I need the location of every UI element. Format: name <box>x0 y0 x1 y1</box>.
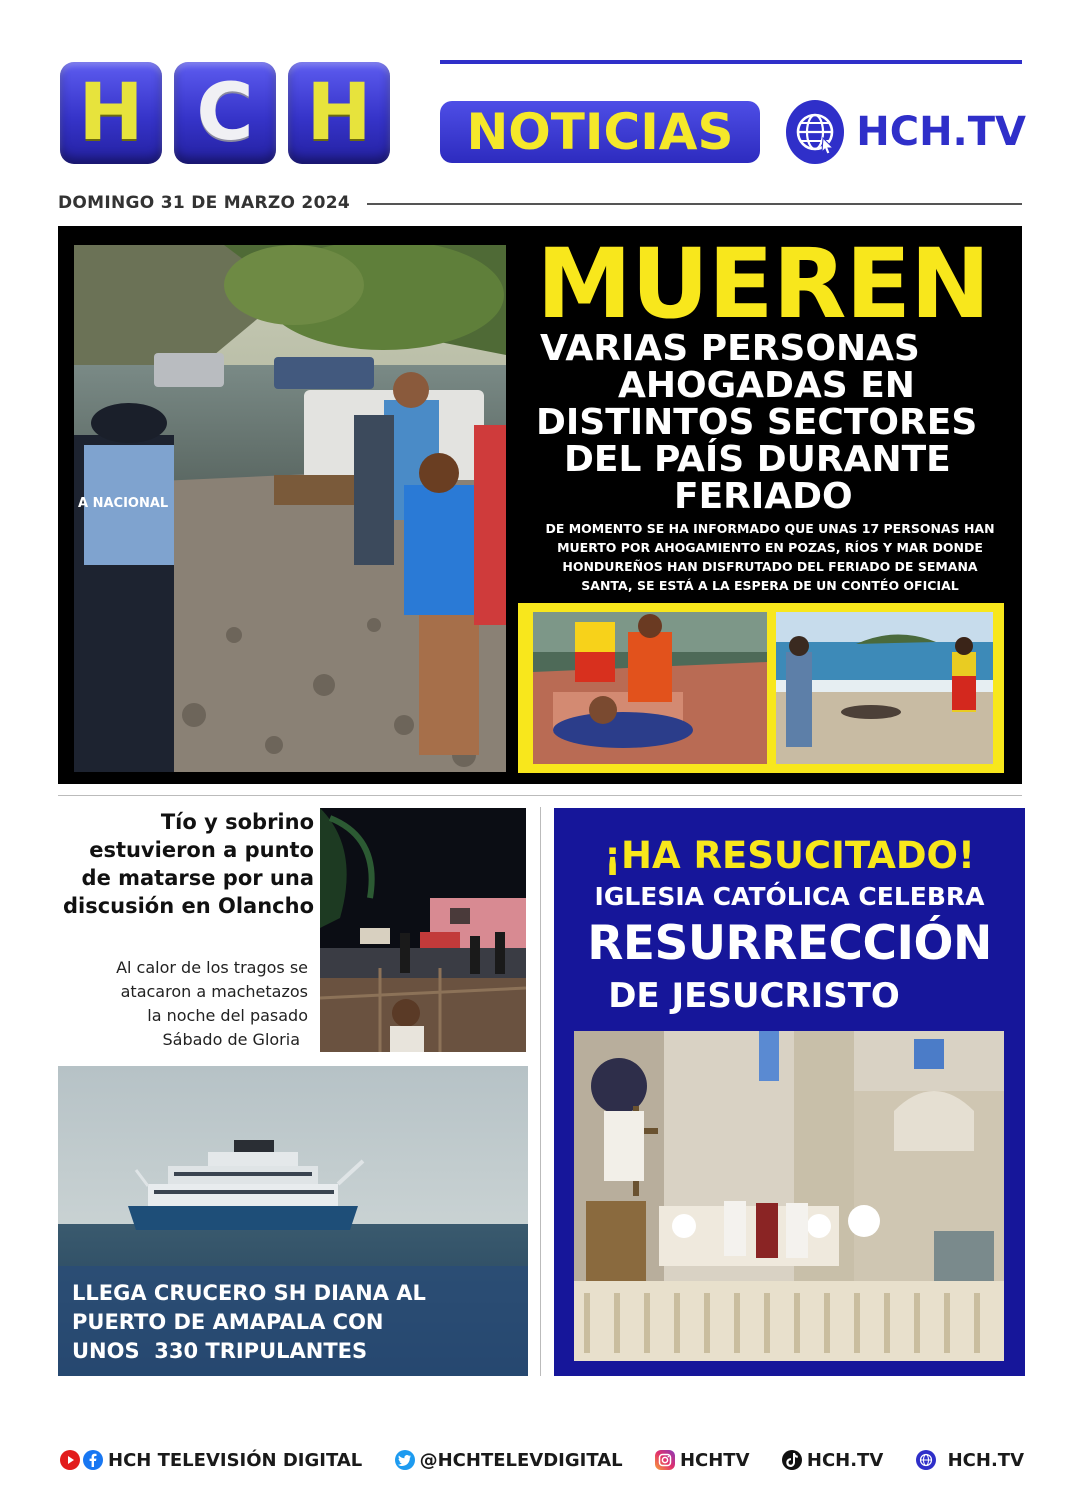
footer-facebook[interactable] <box>60 1450 362 1471</box>
headline-line-4: DEL PAÍS DURANTE <box>564 439 951 480</box>
column-separator <box>540 807 541 1376</box>
twitter-handle: @HCHTELEVDIGITAL <box>419 1449 623 1471</box>
instagram-icon <box>655 1450 675 1470</box>
issue-date: DOMINGO 31 DE MARZO 2024 <box>58 193 350 213</box>
web-handle: HCH.TV <box>947 1449 1024 1471</box>
tio-title-line-1: Tío y sobrino <box>160 810 314 834</box>
photo-badge-text: A NACIONAL <box>78 496 169 511</box>
facebook-handle: HCH TELEVISIÓN DIGITAL <box>108 1449 363 1471</box>
tio-title-line-4: discusión en Olancho <box>62 894 314 918</box>
headline-line-1: VARIAS PERSONAS <box>540 328 920 369</box>
crucero-line-1: LLEGA CRUCERO SH DIANA AL <box>72 1281 426 1305</box>
globe-icon <box>916 1450 936 1470</box>
main-headline <box>518 330 1012 516</box>
crucero-line-3: UNOS 330 TRIPULANTES <box>72 1339 368 1363</box>
logo-tile-2 <box>174 62 276 164</box>
story-tio-photo <box>320 808 526 1052</box>
tio-text-line-2: atacaron a machetazos <box>120 982 308 1001</box>
resurreccion-line-2: IGLESIA CATÓLICA CELEBRA <box>594 882 985 911</box>
noticias-badge <box>440 101 760 163</box>
main-kicker: MUEREN <box>536 228 990 340</box>
resurreccion-line-4: DE JESUCRISTO <box>608 976 900 1016</box>
main-lead: DE MOMENTO SE HA INFORMADO QUE UNAS 17 PERSONAS HAN MUERTO POR AHOGAMIENTO EN POZAS, RÍOS Y MAR DONDE HONDUREÑOS HAN DISFRUTADO DEL FERIADO DE SEMANA SANTA, SE ESTÁ A LA ESPERA DE UN CONTÉO OFICIAL <box>545 521 995 593</box>
resurreccion-photo <box>574 1031 1004 1361</box>
footer-instagram[interactable] <box>655 1450 750 1471</box>
crucero-line-2: PUERTO DE AMAPALA CON <box>72 1310 384 1334</box>
footer-twitter[interactable] <box>395 1450 623 1471</box>
inset-photo-rescue <box>533 612 767 764</box>
resurreccion-line-3: RESURRECCIÓN <box>587 916 992 971</box>
instagram-handle: HCHTV <box>679 1449 750 1471</box>
site-label: HCH.TV <box>856 109 1026 155</box>
tiktok-icon <box>782 1450 802 1470</box>
headline-line-3: DISTINTOS SECTORES <box>536 402 978 443</box>
logo-letter-1: H <box>78 68 144 158</box>
tio-title-line-3: de matarse por una <box>81 866 314 890</box>
story-tio-title <box>30 808 314 924</box>
tiktok-handle: HCH.TV <box>806 1449 884 1471</box>
tio-text-line-4: Sábado de Gloria <box>162 1030 300 1049</box>
logo-tile-1 <box>60 62 162 164</box>
twitter-icon <box>395 1450 415 1470</box>
story-tio-text <box>60 956 308 1052</box>
section-label: NOTICIAS <box>466 103 734 161</box>
footer-tiktok[interactable] <box>782 1450 883 1471</box>
facebook-icon <box>83 1450 103 1470</box>
logo-tile-3 <box>288 62 390 164</box>
headline-line-2: AHOGADAS EN <box>618 365 915 406</box>
story-crucero-caption <box>72 1279 524 1369</box>
logo <box>60 62 390 166</box>
footer <box>60 1445 1024 1475</box>
headline-line-5: FERIADO <box>674 476 853 517</box>
logo-letter-3: H <box>306 68 372 158</box>
section-separator <box>58 795 1022 796</box>
tio-text-line-3: la noche del pasado <box>147 1006 308 1025</box>
site-link[interactable] <box>786 100 1026 164</box>
tio-title-line-2: estuvieron a punto <box>89 838 314 862</box>
tio-text-line-1: Al calor de los tragos se <box>116 958 308 977</box>
footer-web[interactable] <box>916 1450 1024 1471</box>
globe-icon <box>786 100 844 164</box>
logo-letter-2: C <box>196 68 254 158</box>
date-rule <box>367 203 1022 205</box>
resurreccion-line-1: ¡HA RESUCITADO! <box>604 834 975 877</box>
inset-photo-beach <box>776 612 993 764</box>
header-top-rule <box>440 60 1022 64</box>
main-story-photo <box>74 245 506 772</box>
youtube-icon <box>60 1450 80 1470</box>
